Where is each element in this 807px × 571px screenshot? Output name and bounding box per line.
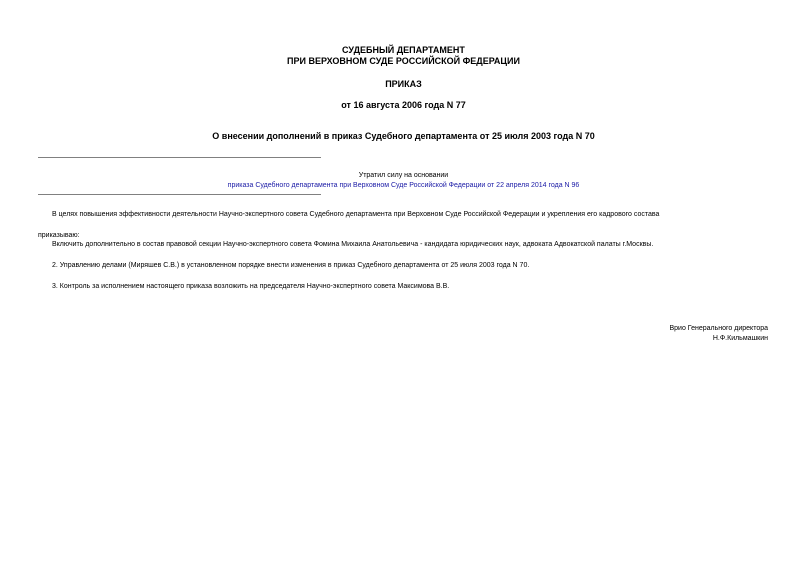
doc-type-title: ПРИКАЗ (385, 79, 422, 89)
order-item-2: 2. Управлению делами (Миряшев С.В.) в установленном порядке внести изменения в приказ Судебного департамента от 25 июля 2003 года N 70. (52, 262, 530, 269)
header-line-1: СУДЕБНЫЙ ДЕПАРТАМЕНТ (342, 45, 465, 55)
document-subject: О внесении дополнений в приказ Судебного департамента от 25 июля 2003 года N 70 (212, 131, 595, 141)
signature-name: Н.Ф.Кильмашкин (712, 335, 768, 342)
status-note-link-wrap (0, 181, 807, 190)
order-word: приказываю: (38, 232, 80, 239)
divider-top (38, 157, 321, 158)
preamble-text: В целях повышения эффективности деятельности Научно-экспертного совета Судебного департамента при Верховном Суде Российской Федерации и укрепления его кадрового состава (52, 211, 660, 218)
order-item-1: Включить дополнительно в состав правовой секции Научно-экспертного совета Фомина Михаила Анатольевича - кандидата юридических наук, адвоката Адвокатской палаты г.Москвы. (52, 241, 654, 248)
header-line-2: ПРИ ВЕРХОВНОМ СУДЕ РОССИЙСКОЙ ФЕДЕРАЦИИ (287, 56, 520, 66)
status-note-label: Утратил силу на основании (358, 172, 449, 179)
order-item-3: 3. Контроль за исполнением настоящего приказа возложить на председателя Научно-экспертного совета Максимова В.В. (52, 283, 450, 290)
divider-bottom (38, 194, 321, 195)
repeal-order-link[interactable]: приказа Судебного департамента при Верховном Суде Российской Федерации от 22 апреля 2014 года N 96 (227, 182, 580, 189)
signature-title: Врио Генерального директора (669, 325, 768, 332)
date-number: от 16 августа 2006 года N 77 (341, 100, 466, 110)
